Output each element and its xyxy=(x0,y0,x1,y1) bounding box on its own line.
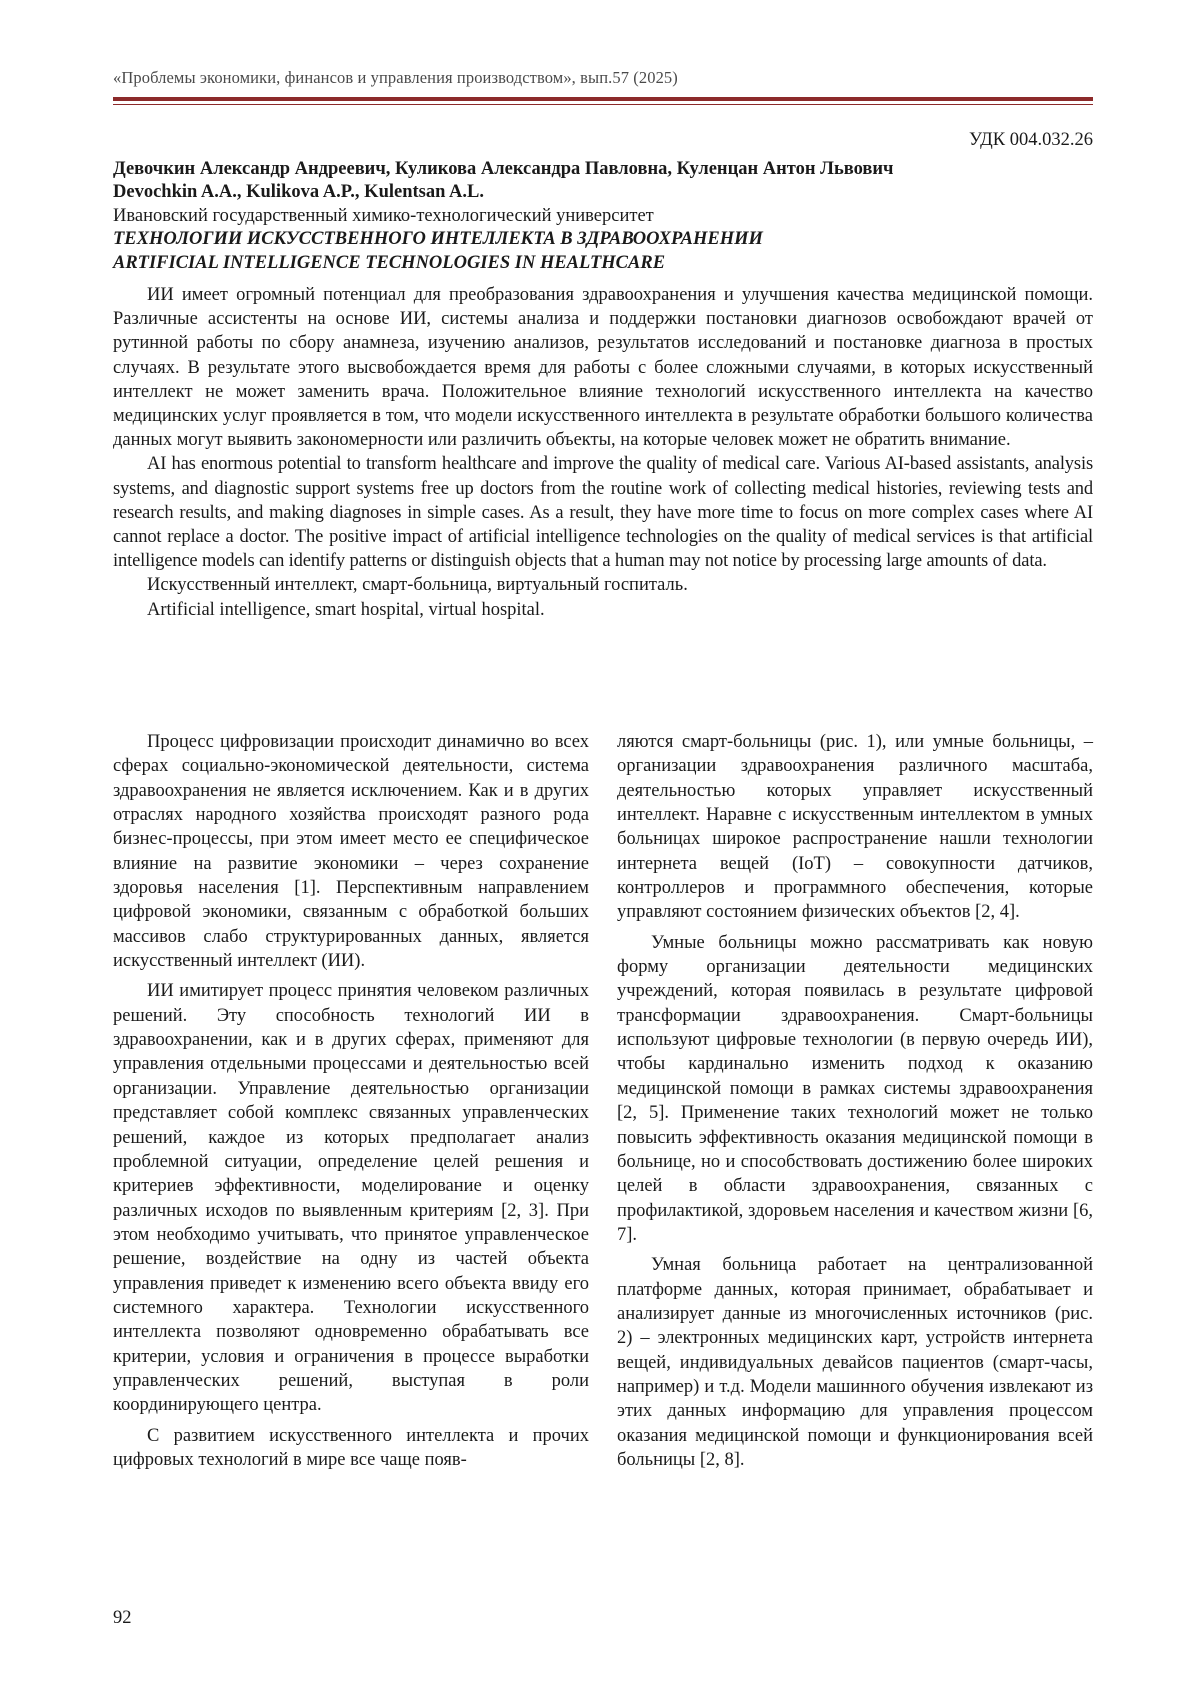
body-paragraph: С развитием искусственного интеллекта и прочих цифровых технологий в мире все чаще появ- xyxy=(113,1425,589,1470)
keywords-en: Artificial intelligence, smart hospital, virtual hospital. xyxy=(147,599,545,620)
abstract-block xyxy=(113,283,1093,622)
body-paragraph: ИИ имитирует процесс принятия человеком различных решений. Эту способность технологий ИИ в здравоохранении, как и в других сферах, применяют для управления отдельными процессами и деятельностью всей организации. Управление деятельностью организации представляет собой комплекс связанных управленческих решений, каждое из которых предполагает анализ проблемной ситуации, определение целей решения и критериев эффективности, моделирование и оценку различных исходов по выявленным критериям [2, 3]. При этом необходимо учитывать, что принятое управленческое решение, воздействие на одну из частей объекта управления приведет к изменению всего объекта ввиду его системного характера. Технологии искусственного интеллекта позволяют одновременно обрабатывать все критерии, условия и ограничения в процессе выработки управленческих решений, выступая в роли координирующего центра. xyxy=(113,981,589,1416)
authors-en: Devochkin A.A., Kulikova A.P., Kulentsan A.L. xyxy=(113,182,484,203)
abstract-ru: ИИ имеет огромный потенциал для преобразования здравоохранения и улучшения качества медицинской помощи. Различные ассистенты на основе ИИ, системы анализа и поддержки постановки диагнозов освобождают врачей от рутинной работы по сбору анамнеза, изучению анализов, результатов исследований и постановке диагноза в простых случаях. В результате этого высвобождается время для работы с более сложными случаями, в которых искусственный интеллект не может заменить врача. Положительное влияние технологий искусственного интеллекта на качество медицинских услуг проявляется в том, что модели искусственного интеллекта в результате обработки большого количества данных могут выявить закономерности или различить объекты, на которые человек может не обратить внимание. xyxy=(113,285,1093,451)
keywords-ru: Искусственный интеллект, смарт-больница, виртуальный госпиталь. xyxy=(147,575,688,596)
authors-ru: Девочкин Александр Андреевич, Куликова Александра Павловна, Куленцан Антон Львович xyxy=(113,159,894,179)
body-paragraph: Умная больница работает на централизованной платформе данных, которая принимает, обрабатывает и анализирует данные из многочисленных источников (рис. 2) – электронных медицинских карт, устройств интернета вещей, индивидуальных девайсов пациентов (смарт-часы, например) и т.д. Модели машинного обучения извлекают из этих данных информацию для управления процессом оказания медицинской помощи и функционирования всей больницы [2, 8]. xyxy=(617,1255,1093,1470)
body-paragraph: Умные больницы можно рассматривать как новую форму организации деятельности медицинских учреждений, которая появилась в результате цифровой трансформации здравоохранения. Смарт-больницы используют цифровые технологии (в первую очередь ИИ), чтобы кардинально изменить подход к оказанию медицинской помощи в рамках системы здравоохранения [2, 5]. Применение таких технологий может не только повысить эффективность оказания медицинской помощи в больнице, но и способствовать достижению более широких целей в области здравоохранения, связанных с профилактикой, здоровьем населения и качеством жизни [6, 7]. xyxy=(617,932,1093,1245)
abstract-en: AI has enormous potential to transform healthcare and improve the quality of medical care. Various AI-based assistants, analysis systems, and diagnostic support systems free up doctors from the routine work of collecting medical histories, reviewing tests and research results, and making diagnoses in simple cases. As a result, they have more time to focus on more complex cases where AI cannot replace a doctor. The positive impact of artificial intelligence technologies on the quality of medical services is that artificial intelligence models can identify patterns or distinguish objects that a human may not notice by processing large amounts of data. xyxy=(113,454,1093,572)
header-rule-thick xyxy=(113,97,1093,101)
article-front-matter xyxy=(113,158,1093,275)
header-rule-thin xyxy=(113,104,1093,105)
udc-code: УДК 004.032.26 xyxy=(968,130,1093,150)
body-paragraph: ляются смарт-больницы (рис. 1), или умные больницы, – организации здравоохранения различного масштаба, деятельностью которых управляет искусственный интеллект. Наравне с искусственным интеллектом в умных больницах широкое распространение нашли технологии интернета вещей (IoT) – совокупности датчиков, контроллеров и программного обеспечения, которые управляют состоянием физических объектов [2, 4]. xyxy=(617,732,1093,923)
body-paragraph: Процесс цифровизации происходит динамично во всех сферах социально-экономической деятельности, система здравоохранения не является исключением. Как и в других отраслях народного хозяйства происходят разного рода бизнес-процессы, при этом имеет место ее специфическое влияние на развитие экономики – через сохранение здоровья населения [1]. Перспективным направлением цифровой экономики, связанным с обработкой больших массивов слабо структурированных данных, является искусственный интеллект (ИИ). xyxy=(113,732,589,972)
article-title-en: ARTIFICIAL INTELLIGENCE TECHNOLOGIES IN HEALTHCARE xyxy=(113,252,666,273)
body-right-column xyxy=(617,730,1093,1472)
page-number: 92 xyxy=(113,1608,132,1628)
body-left-column xyxy=(113,730,589,1472)
article-title-ru: ТЕХНОЛОГИИ ИСКУССТВЕННОГО ИНТЕЛЛЕКТА В ЗДРАВООХРАНЕНИИ xyxy=(113,229,763,250)
affiliation: Ивановский государственный химико-технологический университет xyxy=(113,205,654,226)
running-header: «Проблемы экономики, финансов и управления производством», вып.57 (2025) xyxy=(113,68,678,87)
